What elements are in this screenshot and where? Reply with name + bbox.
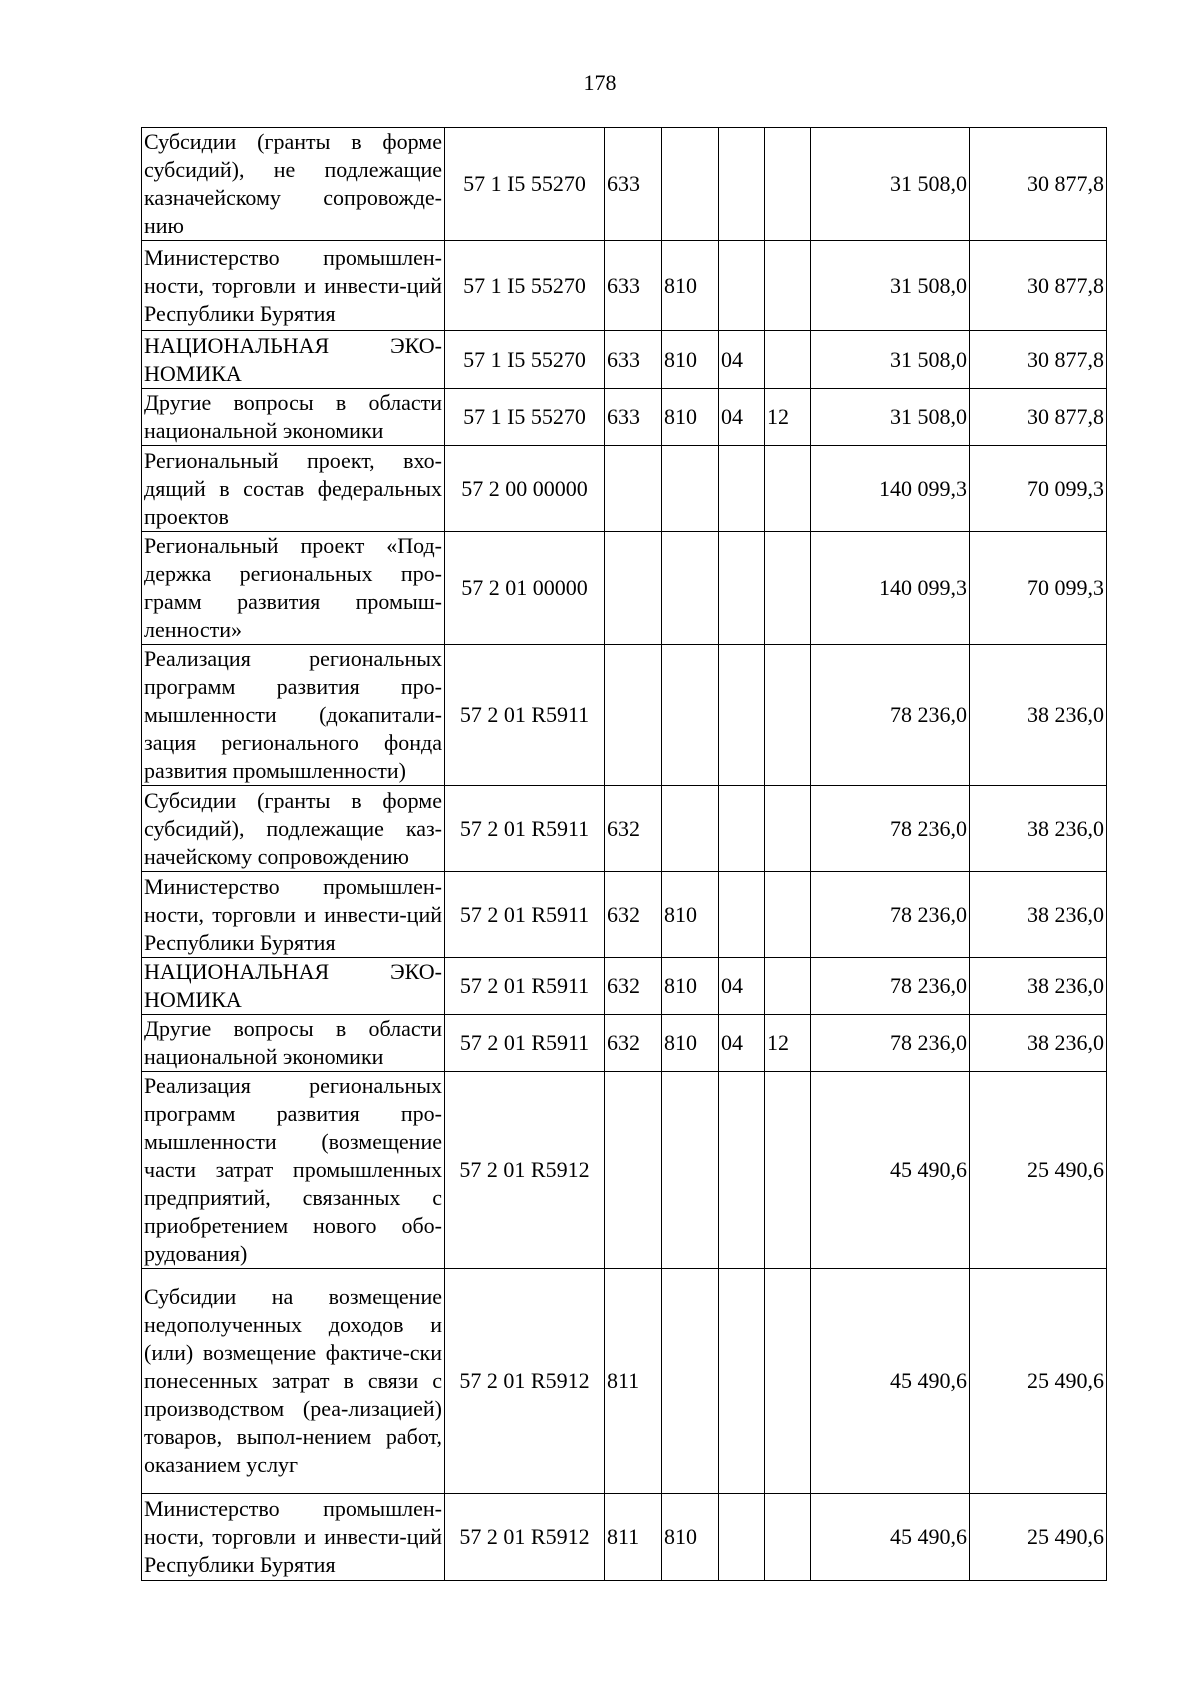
row-sum-2: 30 877,8: [970, 331, 1107, 389]
row-sum-1: 78 236,0: [811, 786, 970, 872]
row-expense-type: 632: [605, 1015, 662, 1072]
table-row: [142, 1015, 1107, 1072]
row-section: [719, 532, 765, 645]
table-body: [142, 128, 1107, 1581]
table-row: [142, 958, 1107, 1015]
row-subsection: [765, 446, 811, 532]
row-expense-type: [605, 532, 662, 645]
table-row: [142, 786, 1107, 872]
row-code: 57 1 I5 55270: [445, 331, 605, 389]
row-ministry-code: 810: [662, 1015, 719, 1072]
row-section: [719, 128, 765, 241]
row-subsection: [765, 1494, 811, 1581]
row-sum-1: 31 508,0: [811, 389, 970, 446]
row-section: 04: [719, 389, 765, 446]
row-section: [719, 786, 765, 872]
row-expense-type: [605, 645, 662, 786]
row-name: Другие вопросы в области национальной экономики: [142, 1015, 445, 1072]
row-sum-1: 78 236,0: [811, 645, 970, 786]
row-sum-2: 70 099,3: [970, 446, 1107, 532]
row-expense-type: 633: [605, 128, 662, 241]
row-name: Реализация региональных программ развития про-мышленности (докапитали-зация регионального фонда развития промышленности): [142, 645, 445, 786]
row-code: 57 1 I5 55270: [445, 241, 605, 331]
row-code: 57 2 01 R5911: [445, 786, 605, 872]
row-section: [719, 645, 765, 786]
row-code: 57 2 01 R5911: [445, 1015, 605, 1072]
row-ministry-code: 810: [662, 331, 719, 389]
row-name: Субсидии (гранты в форме субсидий), подлежащие каз-начейскому сопровождению: [142, 786, 445, 872]
row-section: [719, 1494, 765, 1581]
row-subsection: 12: [765, 1015, 811, 1072]
page-number: 178: [583, 70, 617, 95]
row-expense-type: 632: [605, 786, 662, 872]
row-sum-1: 45 490,6: [811, 1269, 970, 1494]
row-section: [719, 1269, 765, 1494]
row-ministry-code: 810: [662, 958, 719, 1015]
row-sum-2: 25 490,6: [970, 1072, 1107, 1269]
row-sum-2: 38 236,0: [970, 872, 1107, 958]
row-subsection: [765, 786, 811, 872]
row-sum-1: 140 099,3: [811, 532, 970, 645]
row-sum-2: 30 877,8: [970, 241, 1107, 331]
table-row: [142, 532, 1107, 645]
row-name: Субсидии (гранты в форме субсидий), не подлежащие казначейскому сопровожде-нию: [142, 128, 445, 241]
row-name: Министерство промышлен-ности, торговли и инвести-ций Республики Бурятия: [142, 241, 445, 331]
row-sum-1: 78 236,0: [811, 1015, 970, 1072]
row-sum-2: 38 236,0: [970, 958, 1107, 1015]
row-code: 57 1 I5 55270: [445, 389, 605, 446]
table-row: [142, 872, 1107, 958]
row-expense-type: 632: [605, 958, 662, 1015]
row-ministry-code: 810: [662, 389, 719, 446]
row-sum-1: 78 236,0: [811, 872, 970, 958]
row-name: Региональный проект, вхо-дящий в состав федеральных проектов: [142, 446, 445, 532]
row-subsection: [765, 331, 811, 389]
row-sum-2: 25 490,6: [970, 1269, 1107, 1494]
row-name: НАЦИОНАЛЬНАЯ ЭКО-НОМИКА: [142, 331, 445, 389]
table-row: [142, 389, 1107, 446]
row-sum-2: 70 099,3: [970, 532, 1107, 645]
row-name: Другие вопросы в области национальной экономики: [142, 389, 445, 446]
row-sum-2: 38 236,0: [970, 1015, 1107, 1072]
row-ministry-code: 810: [662, 872, 719, 958]
row-subsection: [765, 1072, 811, 1269]
row-subsection: [765, 241, 811, 331]
row-expense-type: [605, 1072, 662, 1269]
row-name: НАЦИОНАЛЬНАЯ ЭКО-НОМИКА: [142, 958, 445, 1015]
row-code: 57 2 00 00000: [445, 446, 605, 532]
row-code: 57 2 01 R5911: [445, 645, 605, 786]
row-ministry-code: [662, 1269, 719, 1494]
row-subsection: [765, 958, 811, 1015]
row-code: 57 2 01 R5912: [445, 1494, 605, 1581]
table-row: [142, 446, 1107, 532]
table-row: [142, 645, 1107, 786]
row-expense-type: 811: [605, 1494, 662, 1581]
row-ministry-code: 810: [662, 241, 719, 331]
row-code: 57 2 01 R5911: [445, 872, 605, 958]
table-row: [142, 1494, 1107, 1581]
row-subsection: [765, 645, 811, 786]
table-row: [142, 241, 1107, 331]
row-code: 57 1 I5 55270: [445, 128, 605, 241]
row-subsection: [765, 532, 811, 645]
row-section: [719, 241, 765, 331]
row-sum-1: 31 508,0: [811, 128, 970, 241]
row-expense-type: 633: [605, 389, 662, 446]
row-subsection: [765, 872, 811, 958]
row-code: 57 2 01 R5911: [445, 958, 605, 1015]
row-sum-2: 25 490,6: [970, 1494, 1107, 1581]
row-expense-type: 811: [605, 1269, 662, 1494]
row-sum-1: 45 490,6: [811, 1072, 970, 1269]
row-ministry-code: 810: [662, 1494, 719, 1581]
row-subsection: [765, 1269, 811, 1494]
row-section: 04: [719, 958, 765, 1015]
row-name: Реализация региональных программ развития про-мышленности (возмещение части затрат промышленных предприятий, связанных с приобретением нового обо-рудования): [142, 1072, 445, 1269]
table-row: [142, 1072, 1107, 1269]
row-code: 57 2 01 00000: [445, 532, 605, 645]
row-expense-type: 633: [605, 331, 662, 389]
row-sum-1: 78 236,0: [811, 958, 970, 1015]
row-sum-2: 30 877,8: [970, 128, 1107, 241]
row-subsection: 12: [765, 389, 811, 446]
row-expense-type: [605, 446, 662, 532]
row-sum-2: 30 877,8: [970, 389, 1107, 446]
row-expense-type: 632: [605, 872, 662, 958]
table-row: [142, 1269, 1107, 1494]
row-sum-1: 31 508,0: [811, 331, 970, 389]
row-section: [719, 872, 765, 958]
row-ministry-code: [662, 786, 719, 872]
row-code: 57 2 01 R5912: [445, 1269, 605, 1494]
row-sum-1: 140 099,3: [811, 446, 970, 532]
row-ministry-code: [662, 645, 719, 786]
row-expense-type: 633: [605, 241, 662, 331]
row-ministry-code: [662, 128, 719, 241]
row-sum-2: 38 236,0: [970, 786, 1107, 872]
row-ministry-code: [662, 446, 719, 532]
row-sum-1: 31 508,0: [811, 241, 970, 331]
row-name: Субсидии на возмещение недополученных доходов и (или) возмещение фактиче-ски понесенных затрат в связи с производством (реа-лизацией) товаров, выпол-нением работ, оказанием услуг: [142, 1269, 445, 1494]
row-subsection: [765, 128, 811, 241]
table-row: [142, 128, 1107, 241]
row-name: Министерство промышлен-ности, торговли и инвести-ций Республики Бурятия: [142, 872, 445, 958]
row-name: Региональный проект «Под-держка региональных про-грамм развития промыш-ленности»: [142, 532, 445, 645]
budget-table: [141, 127, 1107, 1581]
row-ministry-code: [662, 532, 719, 645]
row-ministry-code: [662, 1072, 719, 1269]
row-sum-1: 45 490,6: [811, 1494, 970, 1581]
table-row: [142, 331, 1107, 389]
row-section: 04: [719, 331, 765, 389]
row-section: [719, 446, 765, 532]
row-section: [719, 1072, 765, 1269]
row-sum-2: 38 236,0: [970, 645, 1107, 786]
row-name: Министерство промышлен-ности, торговли и инвести-ций Республики Бурятия: [142, 1494, 445, 1581]
row-code: 57 2 01 R5912: [445, 1072, 605, 1269]
row-section: 04: [719, 1015, 765, 1072]
